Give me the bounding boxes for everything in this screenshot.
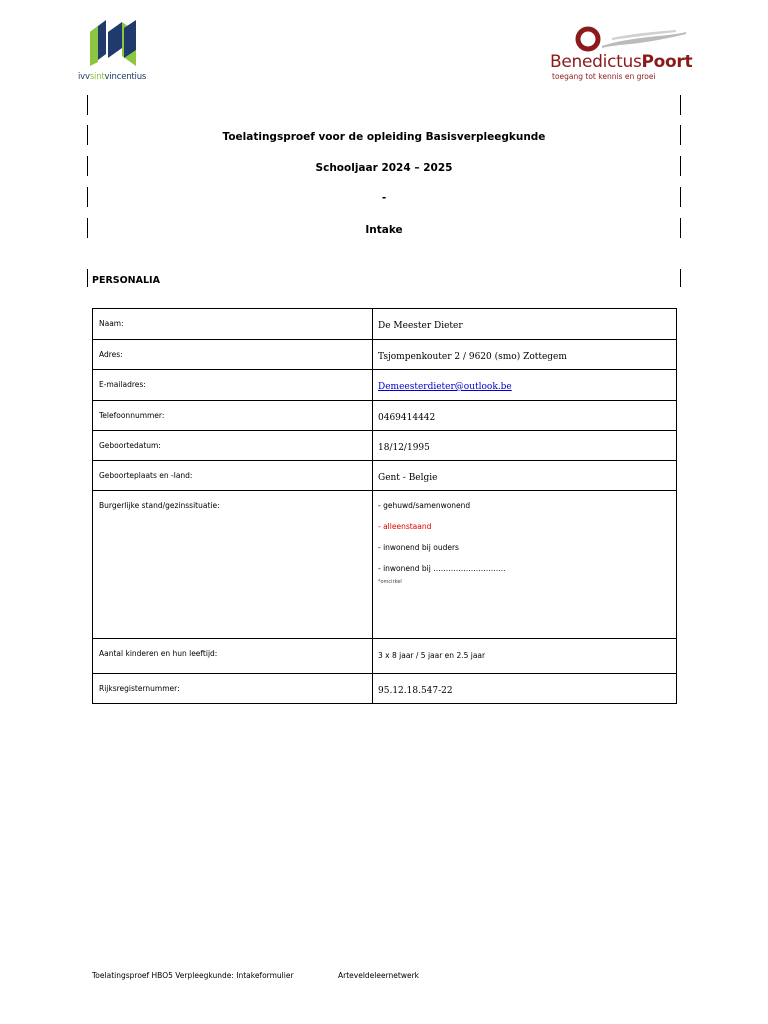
school-year: Schooljaar 2024 – 2025 xyxy=(315,162,453,174)
label-geboortedatum: Geboortedatum: xyxy=(93,431,373,461)
value-email[interactable] xyxy=(373,370,677,401)
label-rijksregister: Rijksregisternummer: xyxy=(93,674,373,704)
table-row xyxy=(93,674,677,704)
frame-bar-right xyxy=(680,156,681,176)
table-row xyxy=(93,370,677,401)
value-burgerlijke-stand xyxy=(373,491,677,639)
frame-bar-right xyxy=(680,218,681,238)
frame-bar-left xyxy=(87,95,88,115)
label-geboorteplaats: Geboorteplaats en -land: xyxy=(93,461,373,491)
frame-bar-right xyxy=(680,95,681,115)
note-omcirkel: *omcirkel xyxy=(378,579,402,585)
value-geboortedatum[interactable]: 18/12/1995 xyxy=(373,431,677,461)
table-row xyxy=(93,639,677,674)
label-naam: Naam: xyxy=(93,309,373,340)
email-link[interactable]: Demeesterdieter@outlook.be xyxy=(378,382,512,392)
label-kinderen: Aantal kinderen en hun leeftijd: xyxy=(93,639,373,674)
frame-bar-right xyxy=(680,125,681,145)
title-separator: - xyxy=(381,192,387,204)
frame-bar-left xyxy=(87,269,88,287)
benedictus-poort-mark-icon xyxy=(550,24,690,54)
label-burgerlijke-stand: Burgerlijke stand/gezinssituatie: xyxy=(93,491,373,639)
value-adres[interactable]: Tsjompenkouter 2 / 9620 (smo) Zottegem xyxy=(373,340,677,370)
table-row xyxy=(93,491,677,639)
value-naam[interactable]: De Meester Dieter xyxy=(373,309,677,340)
benedictus-poort-tagline: toegang tot kennis en groei xyxy=(552,72,656,81)
table-row xyxy=(93,431,677,461)
frame-bar-right xyxy=(680,187,681,207)
option-inwonend-ouders[interactable]: - inwonend bij ouders xyxy=(378,543,459,552)
value-rijksregister[interactable]: 95.12.18.547-22 xyxy=(373,674,677,704)
option-gehuwd[interactable]: - gehuwd/samenwonend xyxy=(378,501,471,510)
table-row xyxy=(93,309,677,340)
ivv-sint-vincentius-logo xyxy=(78,18,158,84)
footer-left: Toelatingsproef HBO5 Verpleegkunde: Intakeformulier xyxy=(92,971,294,980)
table-row xyxy=(93,340,677,370)
label-telefoon: Telefoonnummer: xyxy=(93,401,373,431)
label-email: E-mailadres: xyxy=(93,370,373,401)
document-title: Toelatingsproef voor de opleiding Basisverpleegkunde xyxy=(222,131,546,143)
option-inwonend-bij[interactable]: - inwonend bij ……………………….. xyxy=(378,564,506,573)
label-adres: Adres: xyxy=(93,340,373,370)
ivv-logo-mark-icon xyxy=(78,18,142,68)
value-kinderen[interactable]: 3 x 8 jaar / 5 jaar en 2.5 jaar xyxy=(373,639,677,674)
value-telefoon[interactable]: 0469414442 xyxy=(373,401,677,431)
benedictus-poort-logo xyxy=(550,24,693,88)
section-title-personalia: PERSONALIA xyxy=(92,275,160,286)
table-row xyxy=(93,401,677,431)
option-alleenstaand[interactable]: - alleenstaand xyxy=(378,522,432,531)
personalia-table xyxy=(92,308,677,704)
footer-right: Arteveldeleernetwerk xyxy=(338,971,420,980)
benedictus-poort-wordmark: BenedictusPoort xyxy=(550,52,693,72)
ivv-logo-caption: ivvsintvincentius xyxy=(78,72,147,82)
value-geboorteplaats[interactable]: Gent - Belgie xyxy=(373,461,677,491)
table-row xyxy=(93,461,677,491)
document-subtitle: Intake xyxy=(365,224,403,236)
frame-bar-right xyxy=(680,269,681,287)
